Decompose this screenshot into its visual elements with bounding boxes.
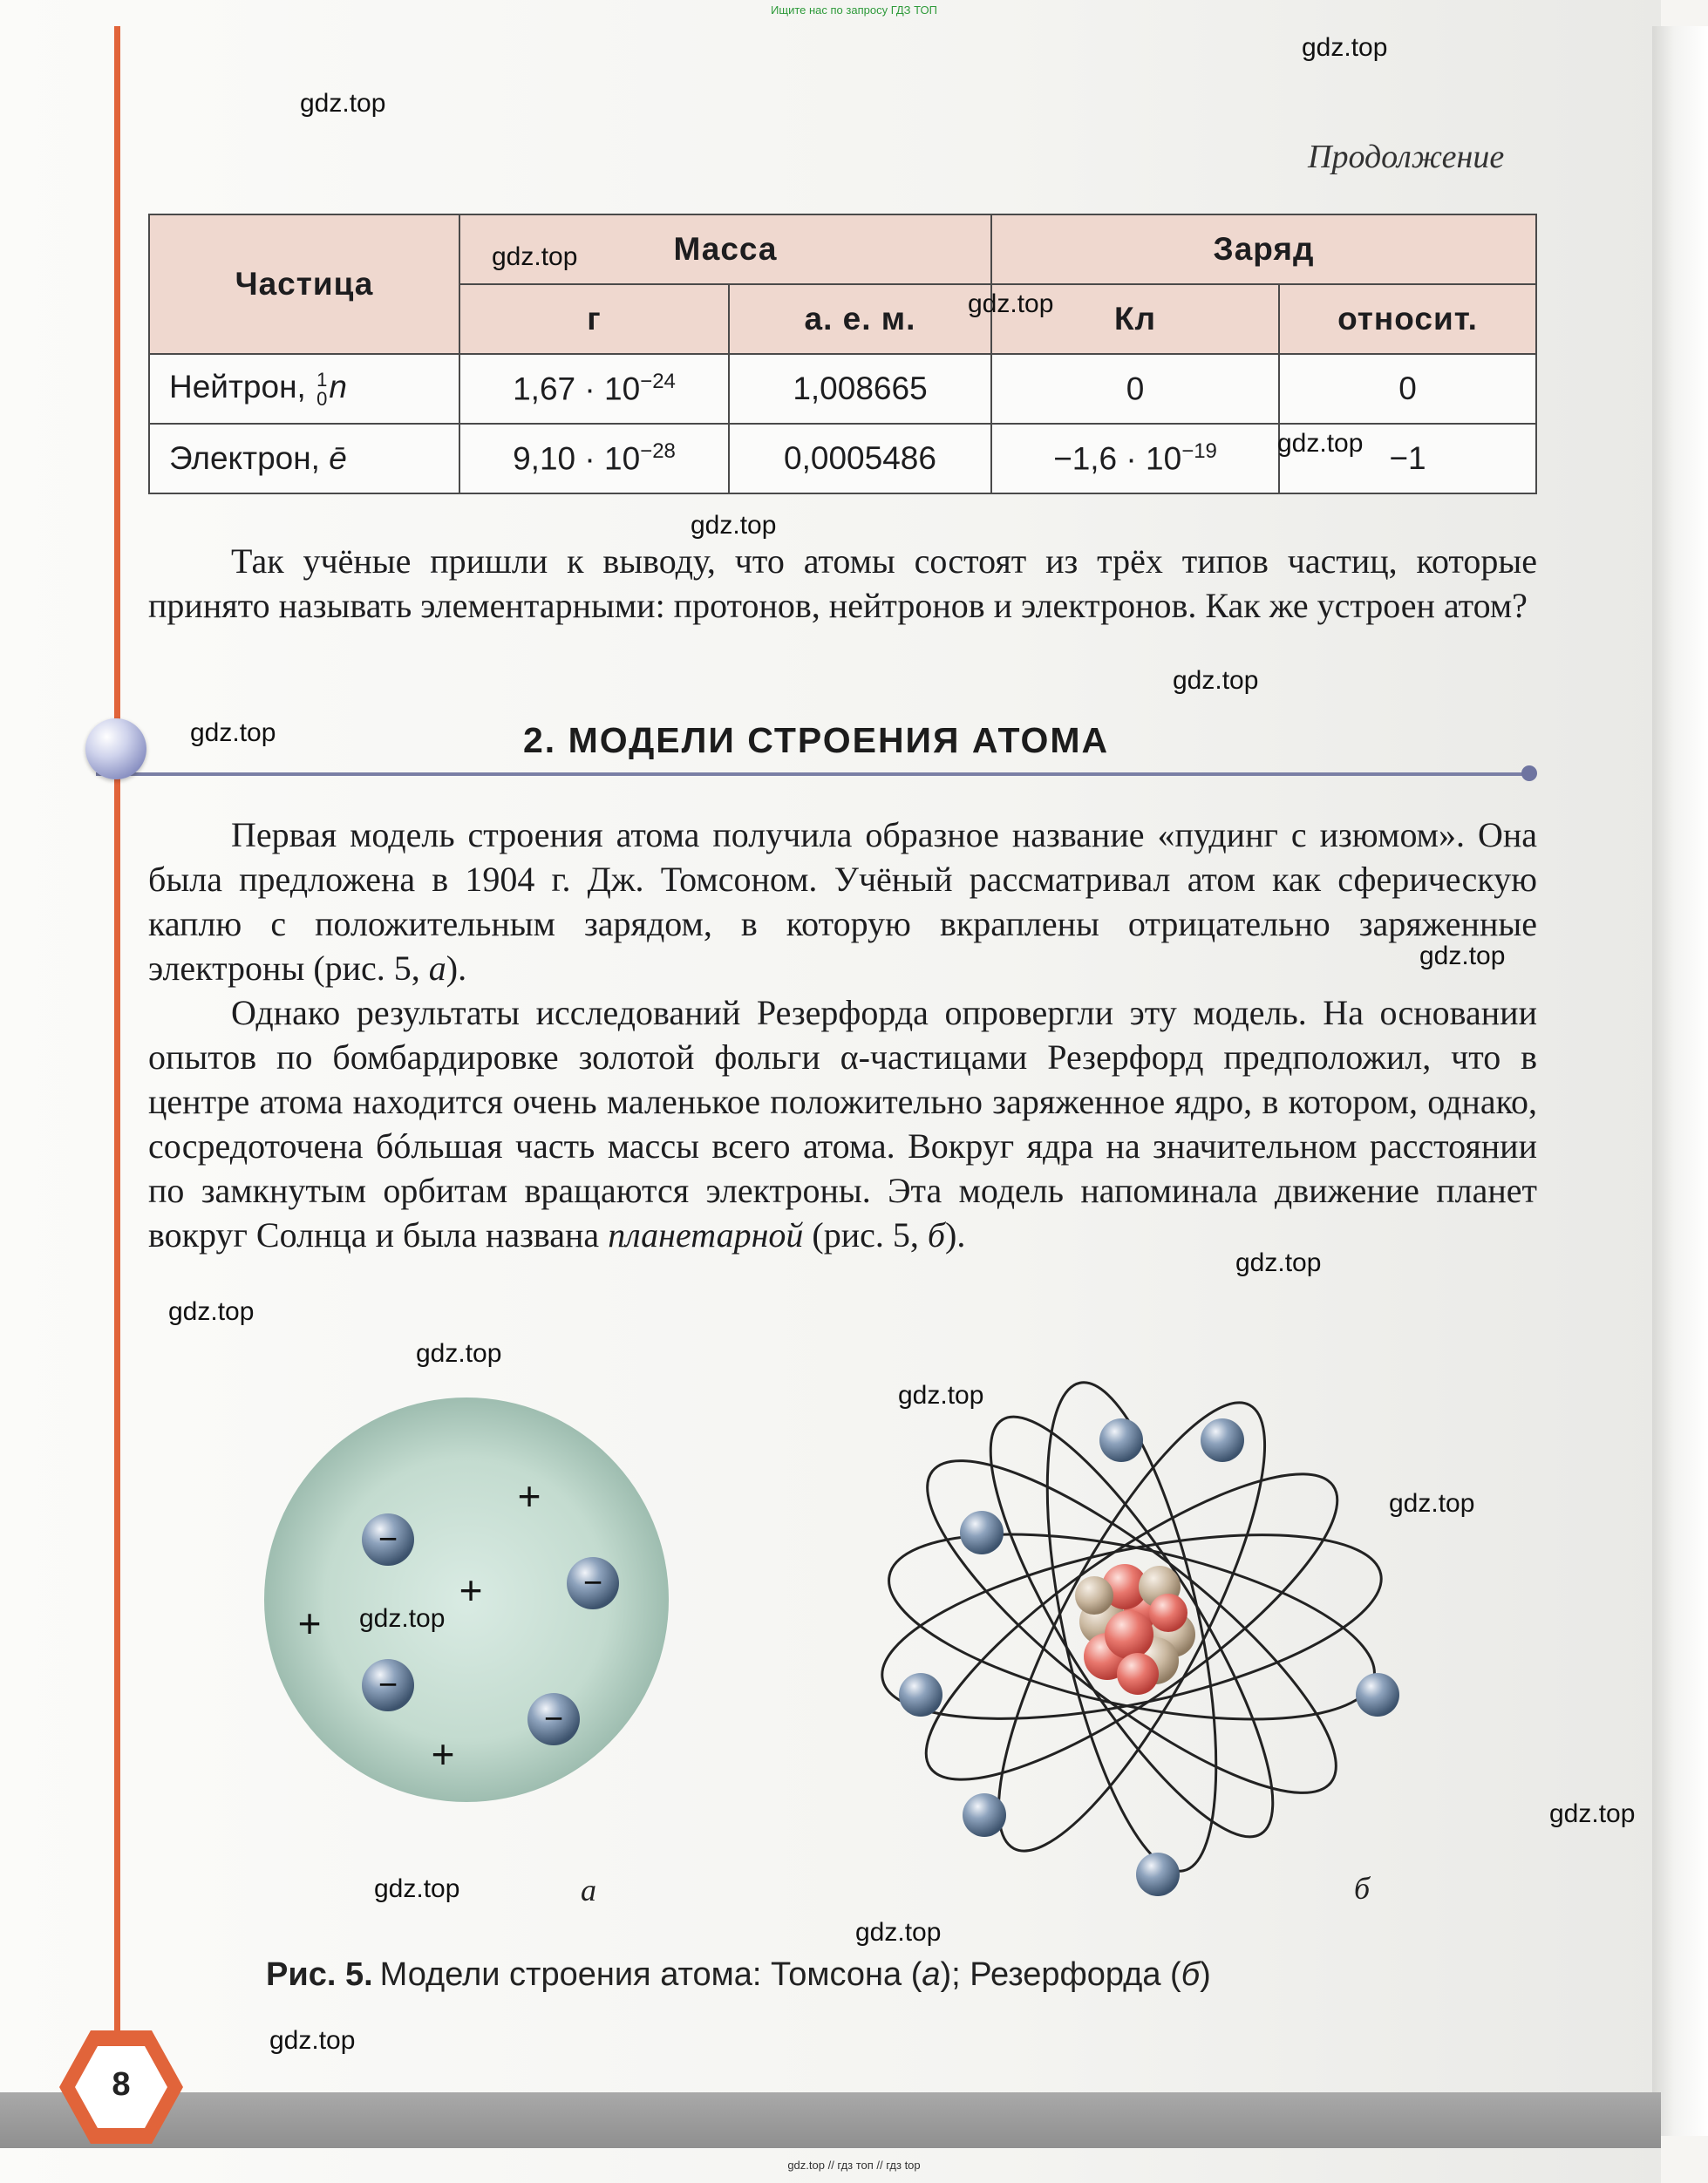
watermark: gdz.top bbox=[300, 89, 386, 118]
watermark: gdz.top bbox=[374, 1874, 460, 1903]
header-relative: относит. bbox=[1279, 284, 1536, 354]
header-mass: Масса bbox=[459, 214, 991, 284]
electron bbox=[1136, 1853, 1180, 1896]
svg-text:−: − bbox=[378, 1667, 398, 1704]
electron bbox=[963, 1793, 1006, 1837]
electron bbox=[362, 1513, 414, 1566]
watermark: gdz.top bbox=[190, 718, 276, 747]
charge-coulomb: 0 bbox=[991, 354, 1279, 424]
svg-text:−: − bbox=[582, 1565, 603, 1602]
paragraph-thomson: Первая модель строения атома получила образное название «пудинг с изюмом». Она была предложена в 1904 г. Дж. Томсоном. Учёный рассматривал атом как сферическую каплю с положительным зарядом, в которую вкраплены отрицательно заряженные электроны (рис. 5, а). bbox=[148, 815, 1537, 988]
watermark: gdz.top bbox=[359, 1604, 446, 1633]
watermark: gdz.top bbox=[968, 289, 1054, 318]
watermark: gdz.top bbox=[492, 242, 578, 271]
watermark: gdz.top bbox=[416, 1339, 502, 1368]
section-rule-end bbox=[1521, 765, 1537, 781]
watermark: gdz.top bbox=[1549, 1799, 1636, 1828]
thomson-model bbox=[264, 1398, 669, 1908]
margin-line bbox=[114, 26, 120, 2057]
page-shadow bbox=[1652, 26, 1708, 2136]
table-row bbox=[149, 354, 1536, 424]
electron bbox=[1356, 1673, 1399, 1717]
particle-symbol: ē bbox=[329, 440, 347, 476]
particle-symbol-index: 1 0 bbox=[316, 368, 328, 410]
header-coulomb: Кл bbox=[991, 284, 1279, 354]
mass-amu: 0,0005486 bbox=[729, 424, 991, 493]
charge-coulomb: $-1,6 \cdot 10^{-19}$ bbox=[991, 424, 1279, 493]
rutherford-model bbox=[867, 1369, 1399, 1906]
electron bbox=[1201, 1418, 1244, 1462]
charge-relative: 0 bbox=[1279, 354, 1536, 424]
section-rule bbox=[96, 772, 1526, 776]
watermark: gdz.top bbox=[1389, 1489, 1475, 1518]
mass-amu: 1,008665 bbox=[729, 354, 991, 424]
electron bbox=[899, 1673, 942, 1717]
top-banner: Ищите нас по запросу ГДЗ ТОП bbox=[771, 3, 937, 17]
watermark: gdz.top bbox=[1173, 666, 1259, 695]
header-grams: г bbox=[459, 284, 729, 354]
watermark: gdz.top bbox=[855, 1918, 942, 1947]
nucleus bbox=[1075, 1564, 1195, 1695]
electron bbox=[527, 1693, 580, 1745]
watermark: gdz.top bbox=[168, 1297, 255, 1326]
mass-grams: $1,67 \cdot 10^{-24}$ bbox=[459, 354, 729, 424]
watermark: gdz.top bbox=[898, 1381, 984, 1410]
paragraph-conclusion: Так учёные пришли к выводу, что атомы состоят из трёх типов частиц, которые принято называть элементарными: протонов, нейтронов и электронов. Как же устроен атом? bbox=[148, 541, 1537, 625]
header-amu: а. е. м. bbox=[729, 284, 991, 354]
plus-charge: + bbox=[431, 1731, 455, 1777]
bottom-banner: gdz.top // гдз топ // гдз top bbox=[787, 2159, 921, 2172]
page-number: 8 bbox=[112, 2066, 131, 2103]
figure-caption: Рис. 5. Модели строения атома: Томсона (а); Резерфорда (б) bbox=[266, 1956, 1211, 1993]
header-charge: Заряд bbox=[991, 214, 1536, 284]
figure-label-a: а bbox=[581, 1873, 596, 1908]
figure-label-b: б bbox=[1353, 1871, 1371, 1906]
plus-charge: + bbox=[517, 1473, 541, 1519]
watermark: gdz.top bbox=[1235, 1248, 1322, 1277]
electron bbox=[362, 1659, 414, 1711]
electron bbox=[960, 1511, 1004, 1554]
table-continuation-label: Продолжение bbox=[1308, 139, 1505, 175]
watermark: gdz.top bbox=[269, 2026, 356, 2055]
particle-name: Нейтрон, 1 0 n bbox=[149, 354, 459, 424]
charge-relative: −1 bbox=[1279, 424, 1536, 493]
section-title: 2. МОДЕЛИ СТРОЕНИЯ АТОМА bbox=[523, 720, 1110, 760]
particle-symbol: n bbox=[329, 369, 347, 405]
bottom-band bbox=[0, 2092, 1661, 2148]
particle-name: Электрон, ē bbox=[149, 424, 459, 493]
header-particle: Частица bbox=[149, 214, 459, 354]
watermark: gdz.top bbox=[1277, 429, 1364, 458]
section-ball-icon bbox=[85, 718, 146, 779]
watermark: gdz.top bbox=[1302, 33, 1388, 62]
electron bbox=[567, 1557, 619, 1609]
svg-text:−: − bbox=[378, 1521, 398, 1558]
plus-charge: + bbox=[459, 1568, 483, 1613]
paragraph-rutherford: Однако результаты исследований Резерфорда опровергли эту модель. На основании опытов по бомбардировке золотой фольги α-частицами Резерфорд предположил, что в центре атома находится очень маленькое положительно заряженное ядро, в котором, однако, сосредоточена бóльшая часть массы всего атома. Вокруг ядра на значительном расстоянии по замкнутым орбитам вращаются электроны. Эта модель напоминала движение планет вокруг Солнца и была названа планетарной (рис. 5, б). bbox=[148, 993, 1537, 1255]
mass-grams: $9,10 \cdot 10^{-28}$ bbox=[459, 424, 729, 493]
watermark: gdz.top bbox=[691, 511, 777, 540]
svg-text:−: − bbox=[543, 1701, 564, 1738]
watermark: gdz.top bbox=[1419, 942, 1506, 970]
plus-charge: + bbox=[297, 1601, 322, 1646]
atom-models-figure bbox=[235, 1343, 1543, 1953]
electron bbox=[1099, 1418, 1143, 1462]
